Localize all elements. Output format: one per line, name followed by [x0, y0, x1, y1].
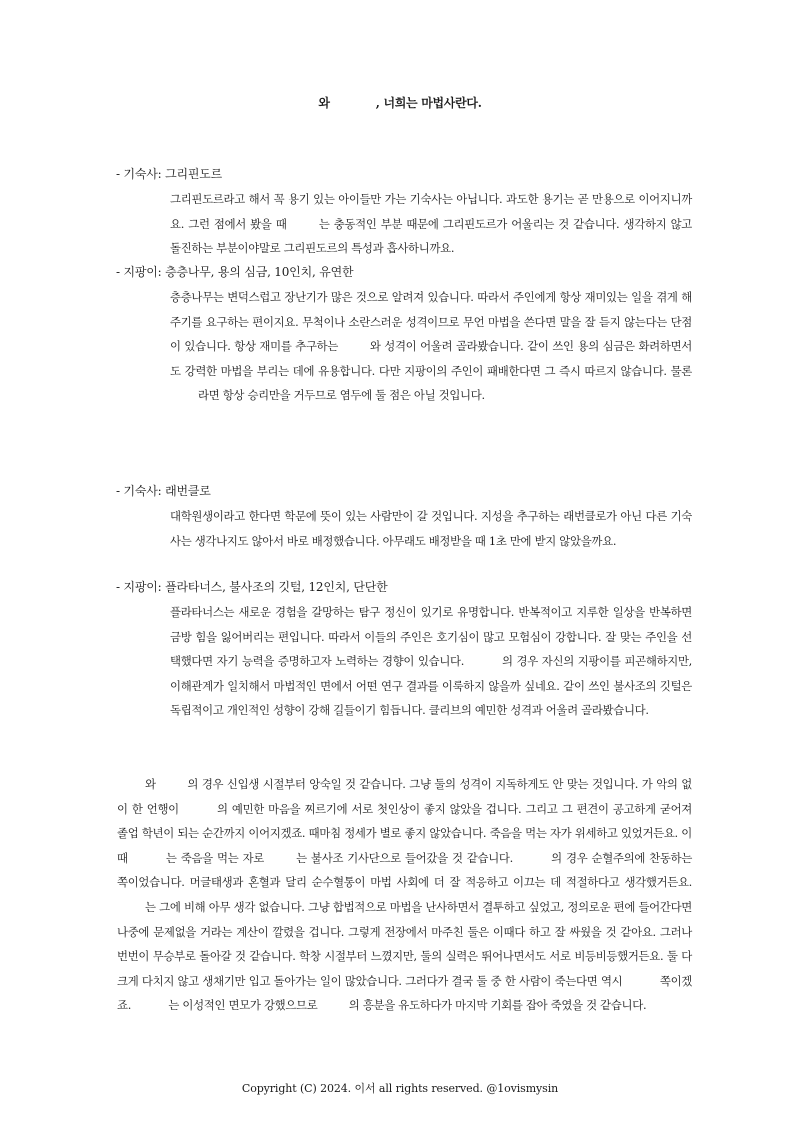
closing-text: 의 예민한 마음을 찌르기에 서로 첫인상이 좋지 않았을 겁니다. 그리고 그 편견이 공고하게 굳어져 졸업 학년이 되는 순간까지 이어지겠죠. 때마침 정세가 별로 좋지 않았습니다. 죽음을 먹는 자가 위세하고 있었거든요. 이때 — [117, 801, 692, 865]
wand-text-1c: 라면 항상 승리만을 거두므로 염두에 둘 점은 아닐 것입니다. — [198, 388, 485, 403]
house-description-2: 대학원생이라고 한다면 학문에 뜻이 있는 사람만이 갈 것입니다. 지성을 추구하는 래번클로가 아닌 다른 기숙사는 생각나지도 않아서 바로 배정했습니다. 아무래도 배정받을 때 1초 만에 받지 않았을까요. — [170, 509, 692, 548]
house-text-1b: 는 충동적인 부분 때문에 그리핀도르가 어울리는 것 같습니다. 생각하지 않고 돌진하는 부분이야말로 그리핀도르의 특성과 흡사하니까요. — [170, 216, 693, 256]
closing-text: 의 경우 신입생 시절부터 앙숙일 것 같습니다. 그냥 둘의 성격이 지독하게도 안 맞는 것입니다. — [187, 777, 639, 791]
closing-paragraph — [117, 772, 692, 1018]
wand-description-2 — [170, 600, 692, 723]
closing-text: 쪽이겠죠. — [117, 973, 692, 1013]
closing-text: 의 흥분을 유도하다가 마지막 기회를 잡아 죽였을 것 같습니다. — [348, 998, 647, 1013]
closing-text: 의 경우 순혈주의에 찬동하는 쪽이었습니다. 머글태생과 혼혈과 달리 순수혈통이 마법 사회에 더 잘 적응하고 이끄는 데 적절하다고 생각했거든요. — [117, 850, 693, 890]
house-description-1 — [170, 187, 692, 261]
closing-text: 는 이성적인 면모가 강했으므로 — [168, 998, 318, 1013]
closing-text: 는 그에 비해 아무 생각 없습니다. 그냥 합법적으로 마법을 난사하면서 결투하고 싶었고, 정의로운 편에 들어간다면 나중에 문제없을 거라는 계산이 깔렸을 겁니다. 그렇게 전장에서 마주친 둘은 이때다 하고 잘 싸웠을 것 같아요. 그러나 번번이 무승부로 돌아갈 것 같습니다. 학창 시절부터 느꼈지만, 둘의 실력은 뛰어나면서도 서로 비등비등했거든요. 둘 다 크게 다치지 않고 생채기만 입고 돌아가는 일이 많았습니다. 그러다가 결국 둘 중 한 사람이 죽는다면 역시 — [117, 899, 692, 988]
wand-text-1b: 와 성격이 어울려 골라봤습니다. 같이 쓰인 용의 심금은 화려하면서도 강력한 마법을 부리는 데에 유용합니다. 다만 지팡이의 주인이 패배한다면 그 즉시 따르지 않습니다. 물론 — [170, 339, 692, 378]
closing-text: 가 악의 없이 한 언행이 — [117, 777, 692, 816]
copyright-footer: Copyright (C) 2024. 이서 all rights reserved. @1ovismysin — [241, 1082, 559, 1095]
wand-label-2: - 지팡이: 플라타너스, 불사조의 깃털, 12인치, 단단한 — [116, 580, 388, 594]
page-title — [0, 94, 800, 111]
wand-text-2b: 의 경우 자신의 지팡이를 피곤해하지만, 이해관계가 일치해서 마법적인 면에서 어떤 연구 결과를 이룩하지 않을까 싶네요. 같이 쓰인 불사조의 깃털은 독립적이고 개인적인 성향이 강해 길들이기 힘듭니다. 클리브의 예민한 성격과 어울려 골라봤습니다. — [170, 654, 692, 718]
closing-text: 와 — [145, 777, 156, 791]
closing-text: 는 불사조 기사단으로 들어갔을 것 같습니다. — [296, 850, 513, 865]
wand-description-1 — [170, 285, 692, 408]
house-label-1: - 기숙사: 그리핀도르 — [116, 167, 223, 181]
wand-text-2a: 플라타너스는 새로운 경험을 갈망하는 탐구 정신이 있기로 유명합니다. 반복적이고 지루한 일상을 반복하면 금방 힘을 잃어버리는 편입니다. 따라서 이들의 주인은 호기심이 많고 모험심이 강합니다. 잘 맞는 주인을 선택했다면 자기 능력을 증명하고자 노력하는 경향이 있습니다. — [170, 605, 692, 669]
wand-text-1a: 층층나무는 변덕스럽고 장난기가 많은 것으로 알려져 있습니다. 따라서 주인에게 항상 재미있는 일을 겪게 해주기를 요구하는 편이지요. 무척이나 소란스러운 성격이므로 무언 마법을 쓴다면 말을 잘 듣지 않는다는 단점이 있습니다. 항상 재미를 추구하는 — [170, 290, 692, 354]
house-text-1a: 그리핀도르라고 해서 꼭 용기 있는 아이들만 가는 기숙사는 아닙니다. 과도한 용기는 곧 만용으로 이어지니까요. 그런 점에서 봤을 때 — [170, 192, 692, 231]
closing-text: 는 죽음을 먹는 자로 — [165, 850, 264, 865]
house-label-2: - 기숙사: 래번클로 — [116, 484, 211, 498]
title-part-2: , 너희는 마법사란다. — [375, 96, 482, 110]
title-part-1: 와 — [318, 96, 330, 110]
wand-label-1: - 지팡이: 층층나무, 용의 심금, 10인치, 유연한 — [116, 265, 354, 279]
